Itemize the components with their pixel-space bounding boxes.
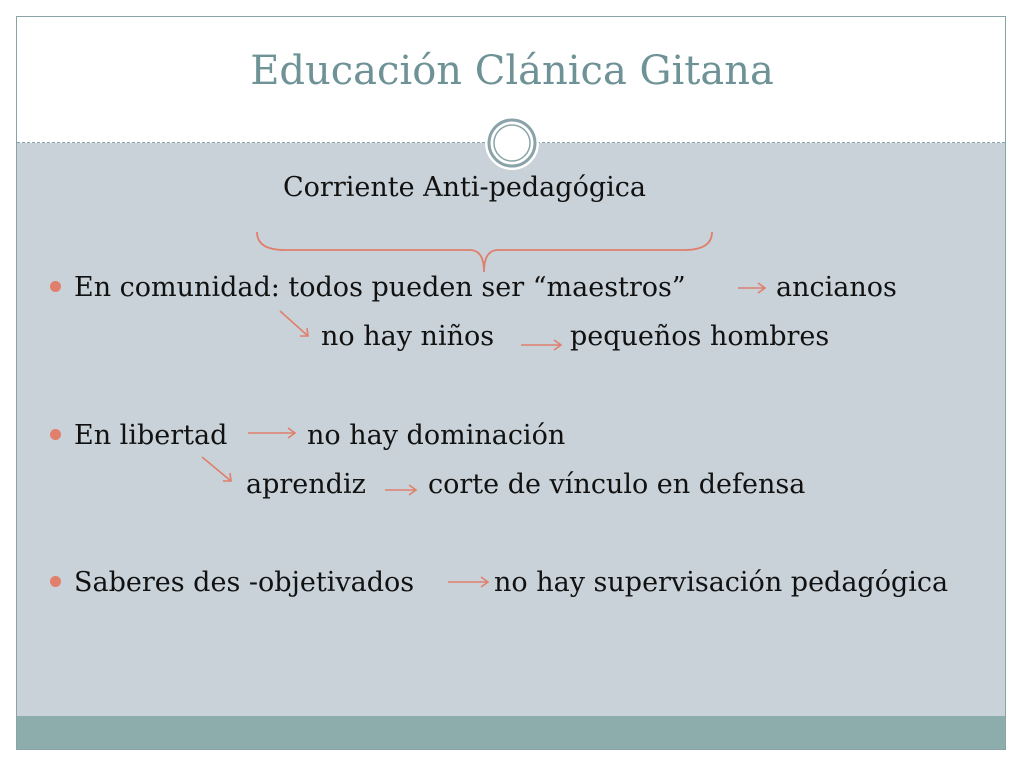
subline-text: aprendiz [246, 469, 366, 500]
slide-title: Educación Clánica Gitana [250, 48, 774, 94]
bullet-result: no hay supervisación pedagógica [494, 567, 949, 598]
bullet-text: En comunidad: todos pueden ser “maestros” [74, 272, 686, 303]
subline-result: pequeños hombres [570, 321, 830, 352]
bullet-result: ancianos [776, 272, 897, 303]
slide-subtitle: Corriente Anti-pedagógica [283, 172, 646, 203]
subline-result: corte de vínculo en defensa [428, 469, 806, 500]
bullet-result: no hay dominación [307, 420, 566, 451]
bullet-text: En libertad [74, 420, 228, 451]
bullet-text: Saberes des -objetivados [74, 567, 415, 598]
subline-text: no hay niños [321, 321, 495, 352]
